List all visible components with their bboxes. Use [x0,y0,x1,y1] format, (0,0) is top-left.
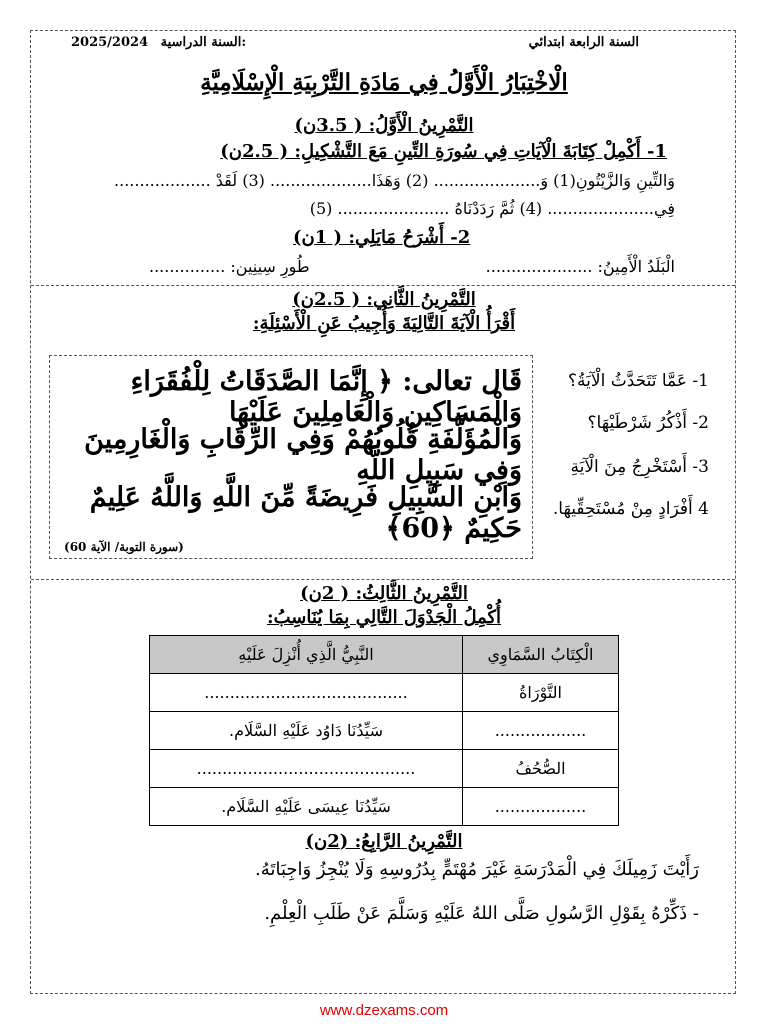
ex1-line2: فِي..................... (4) ثُمَّ رَدَدْنَاهُ ...................... (5) [309,199,675,218]
quran-line-2: وَالْمُؤَلَّفَةِ قُلُوبُهُمْ وَفِي الرِّقَابِ وَالْغَارِمِينَ وَفِي سَبِيلِ اللَّهِ [84,424,522,486]
exam-page [30,30,736,994]
quran-verse-box [49,355,533,559]
ex1-heading: التَّمْرِينُ الْأَوَّلُ: ( 3.5ن) [294,115,474,136]
ex2-question-4: 4 أَفْرَادٍ مِنْ مُسْتَحِقِّيهَا. [552,499,709,519]
table-cell: .................. [463,788,619,826]
table-row [150,750,619,788]
table-row [150,712,619,750]
table-cell: سَيِّدُنَا دَاوُد عَلَيْهِ السَّلَام. [150,712,463,750]
table-row [150,788,619,826]
quran-line-3: وَابْنِ السَّبِيلِ فَرِيضَةً مِّنَ اللَّهِ وَاللَّهُ عَلِيمٌ حَكِيمٌ ﴿60﴾ [89,482,522,544]
ex2-question-1: 1- عَمَّا تَتَحَدَّثُ الْآيَةُ؟ [568,371,709,391]
ex2-instruction: أَقْرَأُ الْآيَةَ التَّالِيَةَ وَأُجِيبُ عَنِ الْأَسْئِلَةِ: [252,313,516,334]
ex4-line-2: - ذَكِّرْهُ بِقَوْلِ الرَّسُولِ صَلَّى اللهُ عَلَيْهِ وَسَلَّمَ عَنْ طَلَبِ الْعِلْمِ. [264,903,699,924]
header-heavenly-book: الْكِتَابُ السَّمَاوِي [463,636,619,674]
quran-reference: (سورة التوبة/ الآية 60) [64,540,184,554]
table-cell: التَّوْرَاةُ [463,674,619,712]
table-cell: ........................................... [150,750,463,788]
ex1-q2: 2- أَشْرَحُ مَايَلِي: ( 1ن) [293,227,471,248]
table-row [150,674,619,712]
table-header-row [150,636,619,674]
ex2-question-2: 2- أَذْكُرُ شَرْطَيْهَا؟ [587,413,709,433]
separator-2 [31,579,735,580]
school-year [71,35,246,50]
footer-website-link[interactable]: www.dzexams.com [319,1002,449,1019]
books-prophets-table [149,635,619,826]
table-cell: .................. [463,712,619,750]
header-prophet: النَّبِيُّ الَّذِي أُنْزِلَ عَلَيْهِ [150,636,463,674]
ex3-instruction: أُكْمِلُ الْجَدْوَلَ التَّالِي بِمَا يُنَاسِبُ: [266,607,502,628]
table-cell: ........................................ [150,674,463,712]
year-value: 2025/2024 [71,35,149,50]
ex2-question-3: 3- أَسْتَخْرِجُ مِنَ الْآيَةِ [570,457,709,477]
ex1-q1: 1- أَكْمِلْ كِتَابَةَ الْآيَاتِ فِي سُورَةِ التِّينِ مَعَ التَّشْكِيلِ: ( 2.5ن) [220,141,667,162]
exam-title: الْاخْتِبَارُ الْأَوَّلُ فِي مَادَةِ التَّرْبِيَةِ الْإِسْلَامِيَّةِ [200,69,568,96]
ex1-term2 [149,257,310,276]
table-cell: الصُّحُفُ [463,750,619,788]
ex4-heading: التَّمْرِينُ الرَّابِعُ: (2ن) [305,831,463,852]
separator-1 [31,285,735,286]
table-cell: سَيِّدُنَا عِيسَى عَلَيْهِ السَّلَام. [150,788,463,826]
year-label: السنة الدراسية: [160,35,247,50]
ex1-term1: الْبَلَدُ الْأَمِينُ: ..................... [485,257,675,276]
ex1-term2-label: طُورِ سِينِين: ............... [149,257,310,276]
ex4-line-1: رَأَيْتَ زَمِيلَكَ فِي الْمَدْرَسَةِ غَيْرَ مُهْتَمٍّ بِدُرُوسِهِ وَلَا يُنْجِزُ وَاجِبَاتَهُ. [255,859,699,880]
ex3-heading: التَّمْرِينُ الثَّالِثُ: ( 2ن) [300,583,468,604]
grade-label: السنة الرابعة ابتدائي [528,35,639,50]
ex1-line1: وَالتِّينِ وَالزَّيْتُونِ(1) وَ..................... (2) وَهَذَا.................... (3) لَقَدْ ................... [114,171,675,190]
quran-line-1: قَال تعالى: ﴿ إِنَّمَا الصَّدَقَاتُ لِلْفُقَرَاءِ وَالْمَسَاكِينِ وَالْعَامِلِينَ عَلَيْهَا [130,366,522,428]
ex2-heading: التَّمْرِينُ الثَّانِي: ( 2.5ن) [292,289,476,310]
